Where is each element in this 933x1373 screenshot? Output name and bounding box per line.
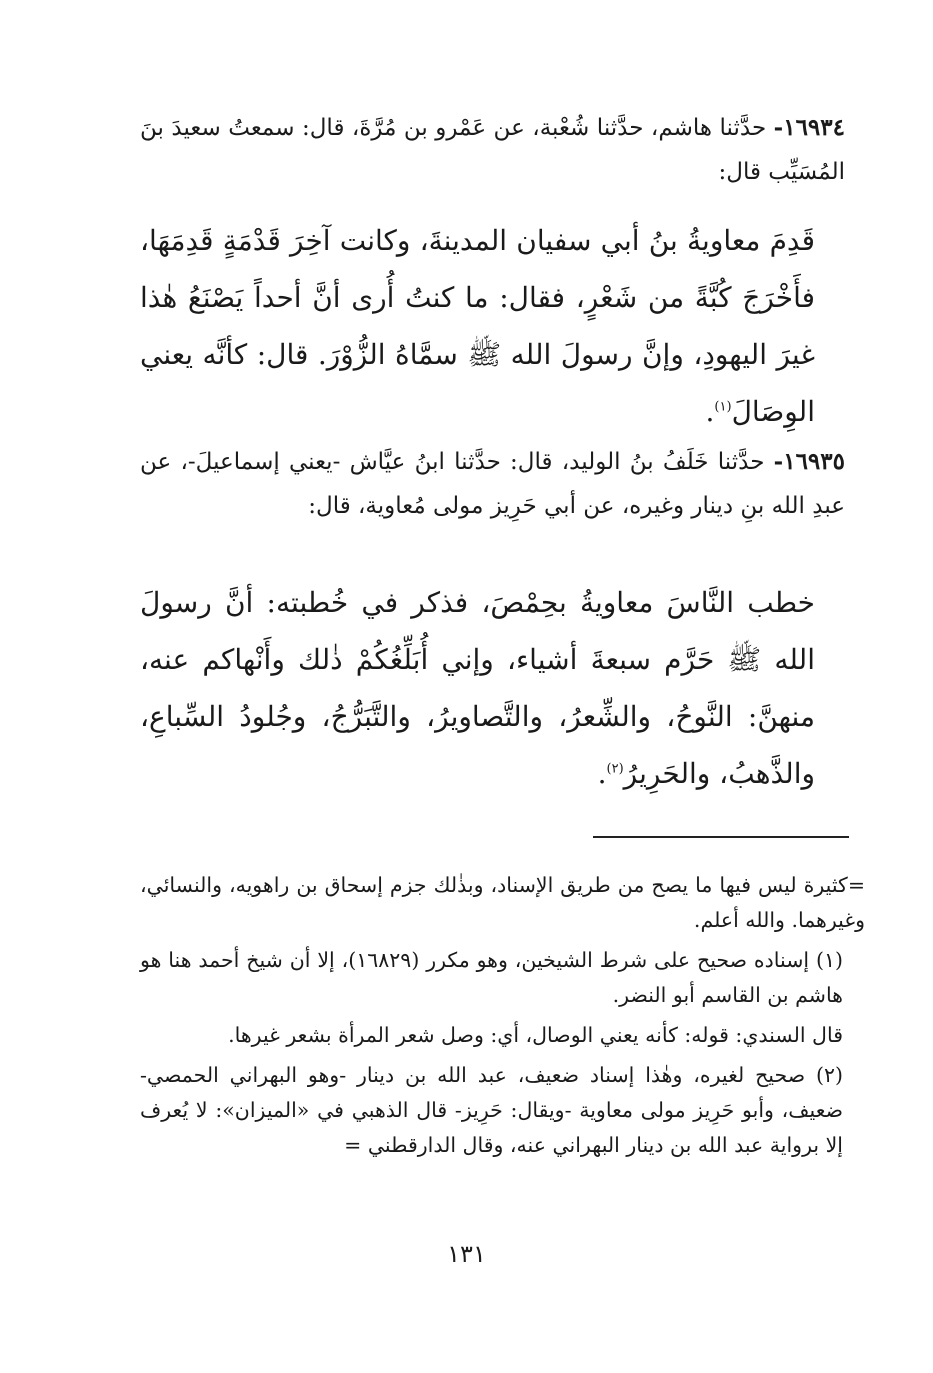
- footnote-1-sindi: قال السندي: قوله: كأنه يعني الوصال، أي: وصل شعر المرأة بشعر غيرها.: [228, 1023, 843, 1047]
- page-number: ١٣١: [447, 1240, 486, 1268]
- footnotes: [140, 868, 865, 1168]
- matn-end: .: [705, 395, 715, 428]
- hadith-16934-isnad: [140, 106, 845, 194]
- footnote-continuation: =كثيرة ليس فيها ما يصح من طريق الإسناد، وبذٰلك جزم إسحاق بن راهويه، والنسائي، وغيرهما. والله أعلم.: [140, 873, 865, 932]
- isnad-text: حدَّثنا هاشم، حدَّثنا شُعْبة، عن عَمْرو بن مُرَّةَ، قال: سمعتُ سعيدَ بنَ المُسَيِّب قال:: [140, 115, 845, 185]
- footnote-separator: [593, 836, 849, 838]
- footnote-2: (٢) صحيح لغيره، وهٰذا إسناد ضعيف، عبد الله بن دينار -وهو البهراني الحمصي- ضعيف، وأبو حَرِيز مولى معاوية -ويقال: حَرِيز- قال الذهبي في «الميزان»: لا يُعرف إلا برواية عبد الله بن دينار البهراني عنه، وقال الدارقطني =: [140, 1063, 843, 1157]
- isnad-text: حدَّثنا خَلَفُ بنُ الوليد، قال: حدَّثنا ابنُ عيَّاش -يعني إسماعيلَ-، عن عبدِ الله بنِ دينار وغيره، عن أبي حَرِيز مولى مُعاوية، قال:: [140, 449, 845, 519]
- footnote-ref-1[interactable]: (١): [714, 399, 732, 415]
- hadith-number: ١٦٩٣٥-: [773, 448, 845, 475]
- hadith-16935-isnad: [140, 440, 845, 528]
- hadith-number: ١٦٩٣٤-: [773, 114, 845, 141]
- footnote-ref-2[interactable]: (٢): [606, 761, 624, 777]
- matn-text: قَدِمَ معاويةُ بنُ أبي سفيان المدينةَ، وكانت آخِرَ قَدْمَةٍ قَدِمَهَا، فأَخْرَجَ كُبَّةً من شَعْرٍ، فقال: ما كنتُ أُرى أنَّ أحداً يَصْنَعُ هٰذا غيرَ اليهودِ، وإنَّ رسولَ الله ﷺ سمَّاهُ الزُّوْرَ. قال: كأنَّه يعني الوِصَالَ: [140, 224, 815, 428]
- footnote-1: (١) إسناده صحيح على شرط الشيخين، وهو مكرر (١٦٨٢٩)، إلا أن شيخ أحمد هنا هو هاشم بن القاسم أبو النضر.: [140, 948, 844, 1007]
- matn-text: خطب النَّاسَ معاويةُ بحِمْصَ، فذكر في خُطبته: أنَّ رسولَ الله ﷺ حَرَّم سبعةَ أشياء، وإني أُبَلِّغُكُمْ ذٰلك وأَنْهاكم عنه، منهنَّ: النَّوحُ، والشِّعرُ، والتَّصاويرُ، والتَّبَرُّجُ، وجُلودُ السِّباعِ، والذَّهبُ، والحَرِيرُ: [140, 586, 815, 790]
- hadith-16935-matn: [140, 574, 845, 802]
- hadith-16934-matn: [140, 212, 845, 440]
- matn-end: .: [597, 757, 607, 790]
